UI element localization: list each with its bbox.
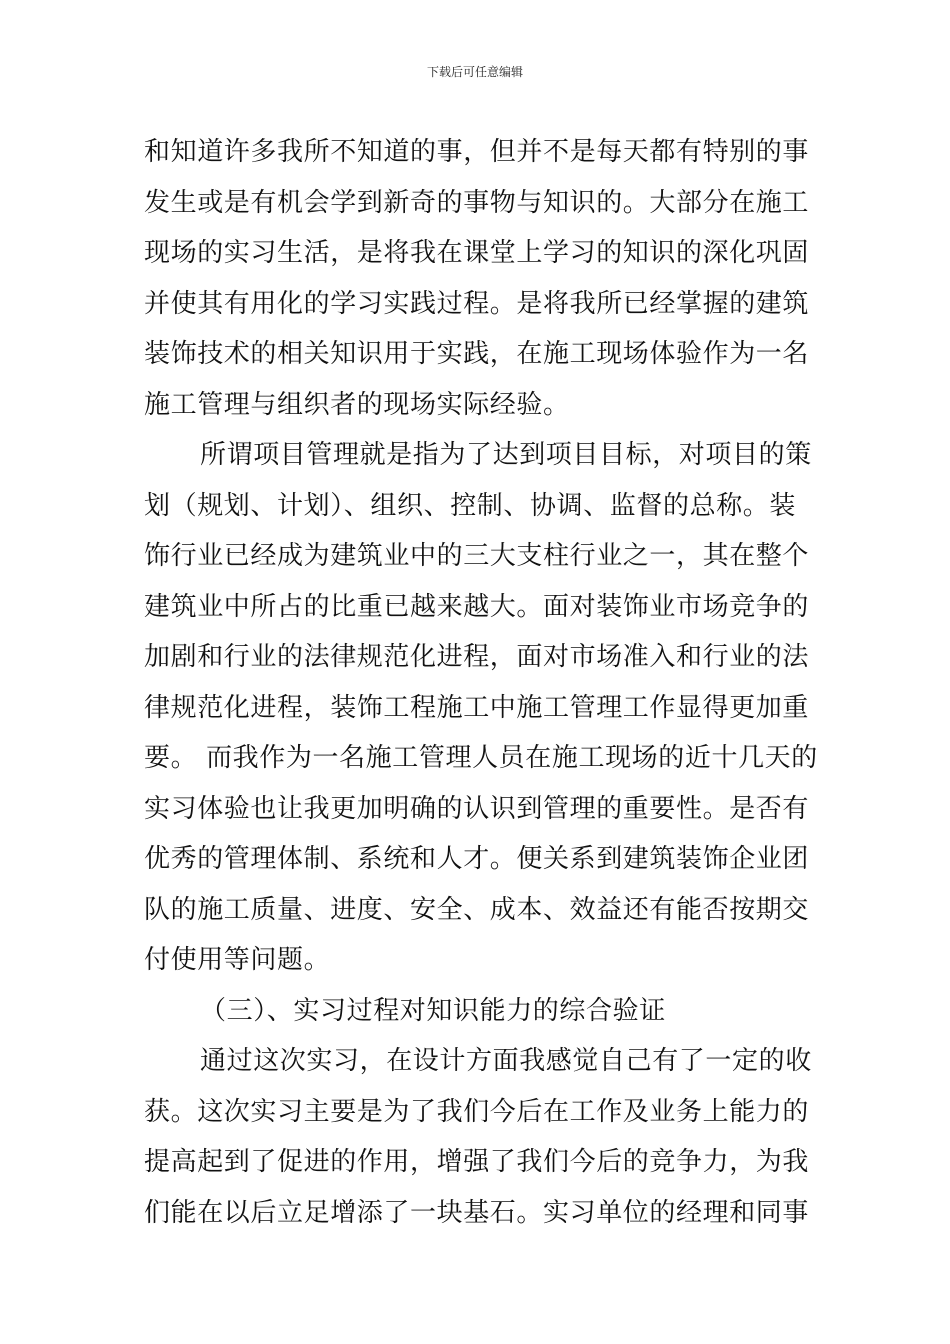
text-line: 现场的实习生活，是将我在课堂上学习的知识的深化巩固 bbox=[144, 238, 810, 268]
document-body bbox=[144, 127, 818, 1238]
text-line: 们能在以后立足增添了一块基石。实习单位的经理和同事 bbox=[144, 1197, 810, 1228]
section-heading: （三）、实习过程对知识能力的综合验证 bbox=[200, 995, 666, 1026]
text-line: 装饰技术的相关知识用于实践，在施工现场体验作为一名 bbox=[144, 339, 810, 369]
text-line: 获。这次实习主要是为了我们今后在工作及业务上能力的 bbox=[144, 1096, 810, 1127]
text-line: 付使用等问题。 bbox=[144, 945, 331, 975]
text-line: 实习体验也让我更加明确的认识到管理的重要性。是否有 bbox=[144, 793, 810, 824]
text-line: 施工管理与组织者的现场实际经验。 bbox=[144, 389, 570, 420]
text-line: 要。 而我作为一名施工管理人员在施工现场的近十几天的 bbox=[144, 743, 818, 773]
text-line: 并使其有用化的学习实践过程。是将我所已经掌握的建筑 bbox=[144, 288, 810, 319]
text-line: 律规范化进程，装饰工程施工中施工管理工作显得更加重 bbox=[144, 692, 810, 723]
text-line: 饰行业已经成为建筑业中的三大支柱行业之一，其在整个 bbox=[144, 541, 810, 571]
text-line: 提高起到了促进的作用，增强了我们今后的竞争力，为我 bbox=[144, 1147, 810, 1177]
page-header: 下载后可任意编辑 bbox=[426, 65, 523, 79]
text-line: 队的施工质量、进度、安全、成本、效益还有能否按期交 bbox=[144, 894, 810, 925]
text-line: 加剧和行业的法律规范化进程，面对市场准入和行业的法 bbox=[144, 642, 810, 672]
text-line: 建筑业中所占的比重已越来越大。面对装饰业市场竞争的 bbox=[144, 591, 810, 622]
paragraph-first-line: 所谓项目管理就是指为了达到项目目标，对项目的策 bbox=[200, 440, 812, 470]
text-line: 优秀的管理体制、系统和人才。便关系到建筑装饰企业团 bbox=[144, 844, 810, 874]
text-line: 和知道许多我所不知道的事，但并不是每天都有特别的事 bbox=[144, 137, 810, 167]
text-line: 划（规划、计划）、组织、控制、协调、监督的总称。装 bbox=[144, 490, 797, 521]
text-line: 发生或是有机会学到新奇的事物与知识的。大部分在施工 bbox=[144, 187, 810, 218]
paragraph-first-line: 通过这次实习，在设计方面我感觉自己有了一定的收 bbox=[200, 1046, 812, 1076]
